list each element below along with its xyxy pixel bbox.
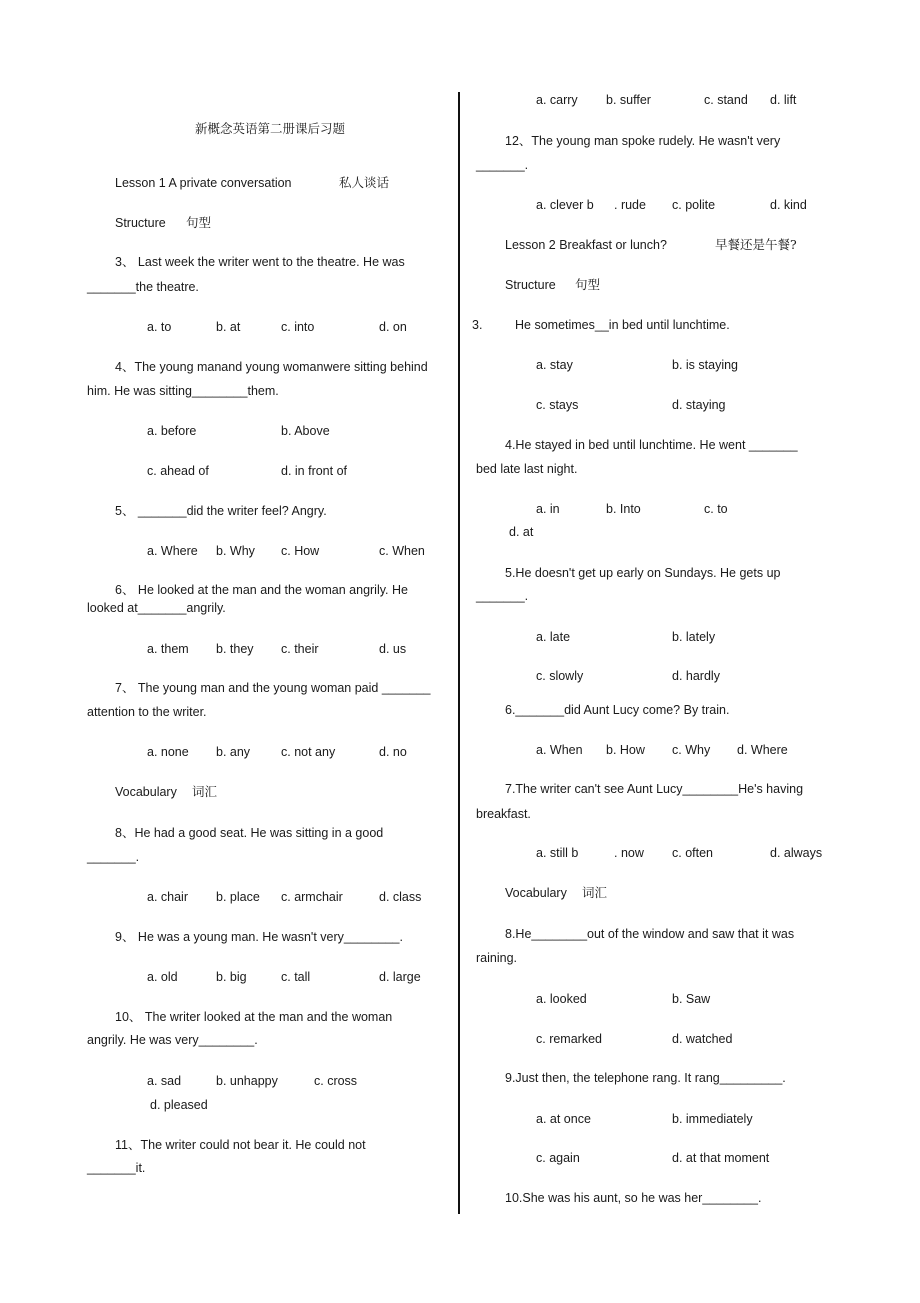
question-text: 7.The writer can't see Aunt Lucy________He's having [505, 782, 804, 796]
option: b. big [216, 970, 247, 984]
option: c. armchair [281, 890, 343, 904]
question-text: 7、 The young man and the young woman paid _______ [115, 681, 431, 695]
option: b. Why [216, 544, 255, 558]
option: b. Saw [672, 992, 711, 1006]
question-text: bed late last night. [476, 462, 578, 476]
option: c. slowly [536, 669, 584, 683]
vocabulary-heading: Vocabulary [505, 886, 567, 900]
question-text: 6._______did Aunt Lucy come? By train. [505, 703, 730, 717]
question-text: 10.She was his aunt, so he was her________. [505, 1191, 762, 1205]
option: c. Why [672, 743, 711, 757]
option: c. When [379, 544, 425, 558]
option: a. in [536, 502, 560, 516]
option: a. sad [147, 1074, 182, 1088]
question-text: 4、The young manand young womanwere sitting behind [115, 360, 428, 374]
option: a. carry [536, 93, 578, 107]
question-text: 12、The young man spoke rudely. He wasn't very [505, 134, 781, 148]
option: c. remarked [536, 1032, 602, 1046]
option: d. in front of [281, 464, 348, 478]
option: a. still b [536, 846, 579, 860]
question-text: 5.He doesn't get up early on Sundays. He gets up [505, 566, 781, 580]
option: b. How [606, 743, 645, 757]
lesson2-title: Lesson 2 Breakfast or lunch? [505, 238, 667, 252]
option: a. to [147, 320, 172, 334]
option: c. tall [281, 970, 311, 984]
question-number: 3. [472, 318, 483, 332]
question-text: 10、 The writer looked at the man and the woman [115, 1010, 393, 1024]
option: a. stay [536, 358, 573, 372]
vocabulary-heading-cn: 词汇 [582, 885, 608, 900]
option: b. immediately [672, 1112, 753, 1126]
lesson1-title-cn: 私人谈话 [339, 175, 390, 190]
option: b. unhappy [216, 1074, 278, 1088]
option: d. lift [770, 93, 797, 107]
option: d. kind [770, 198, 807, 212]
option: c. often [672, 846, 713, 860]
option: b. any [216, 745, 251, 759]
question-text: 11、The writer could not bear it. He could not [115, 1138, 366, 1152]
question-text: breakfast. [476, 807, 531, 821]
question-text: 3、 Last week the writer went to the theatre. He was [115, 255, 405, 269]
option: c. stand [704, 93, 748, 107]
question-text: 8.He________out of the window and saw that it was [505, 927, 795, 941]
option: a. clever b [536, 198, 594, 212]
question-text: him. He was sitting________them. [87, 384, 279, 398]
option: d. us [379, 642, 407, 656]
option: d. staying [672, 398, 726, 412]
question-text: 9、 He was a young man. He wasn't very________. [115, 930, 403, 944]
question-text: 8、He had a good seat. He was sitting in a good [115, 826, 384, 840]
question-text: _______. [476, 158, 529, 172]
option: a. before [147, 424, 197, 438]
option: d. at that moment [672, 1151, 770, 1165]
option: c. their [281, 642, 319, 656]
option: b. Above [281, 424, 330, 438]
option: a. none [147, 745, 189, 759]
option: d. large [379, 970, 421, 984]
option: c. stays [536, 398, 579, 412]
question-text: _______the theatre. [87, 280, 199, 294]
option: d. watched [672, 1032, 733, 1046]
structure-heading: Structure [505, 278, 556, 292]
question-text: 4.He stayed in bed until lunchtime. He went _______ [505, 438, 798, 452]
structure-heading-cn: 句型 [186, 215, 212, 230]
option: a. them [147, 642, 189, 656]
option: b. place [216, 890, 260, 904]
question-text: _______it. [87, 1161, 146, 1175]
column-divider [458, 92, 460, 1214]
option: c. How [281, 544, 320, 558]
question-text: looked at_______angrily. [87, 601, 226, 615]
question-text: 6、 He looked at the man and the woman angrily. He [115, 583, 408, 597]
page-title: 新概念英语第二册课后习题 [195, 121, 346, 136]
vocabulary-heading-cn: 词汇 [192, 784, 218, 799]
question-text: 5、 _______did the writer feel? Angry. [115, 504, 327, 518]
option: a. at once [536, 1112, 591, 1126]
option: c. not any [281, 745, 336, 759]
option: a. late [536, 630, 571, 644]
option: c. polite [672, 198, 716, 212]
option: b. is staying [672, 358, 739, 372]
question-text: He sometimes__in bed until lunchtime. [515, 318, 730, 332]
vocabulary-heading: Vocabulary [115, 785, 177, 799]
option: c. ahead of [147, 464, 209, 478]
option: a. chair [147, 890, 188, 904]
option: d. pleased [150, 1098, 208, 1112]
option: d. Where [737, 743, 788, 757]
option: . now [614, 846, 644, 860]
structure-heading-cn: 句型 [575, 277, 601, 292]
option: d. class [379, 890, 422, 904]
option: a. old [147, 970, 178, 984]
option: d. on [379, 320, 407, 334]
option: a. looked [536, 992, 587, 1006]
lesson2-title-cn: 早餐还是午餐? [715, 237, 797, 252]
question-text: attention to the writer. [87, 705, 207, 719]
question-text: 9.Just then, the telephone rang. It rang_________. [505, 1071, 786, 1085]
option: c. cross [314, 1074, 358, 1088]
option: d. always [770, 846, 823, 860]
question-text: _______. [476, 589, 529, 603]
option: b. Into [606, 502, 641, 516]
option: d. hardly [672, 669, 720, 683]
option: c. to [704, 502, 728, 516]
option: b. they [216, 642, 254, 656]
structure-heading: Structure [115, 216, 166, 230]
option: d. no [379, 745, 407, 759]
question-text: raining. [476, 951, 517, 965]
option: d. at [509, 525, 534, 539]
option: a. When [536, 743, 583, 757]
question-text: angrily. He was very________. [87, 1033, 258, 1047]
question-text: _______. [87, 850, 140, 864]
option: b. lately [672, 630, 716, 644]
option: b. suffer [606, 93, 651, 107]
option: . rude [614, 198, 646, 212]
lesson1-title: Lesson 1 A private conversation [115, 176, 292, 190]
option: c. into [281, 320, 315, 334]
option: c. again [536, 1151, 580, 1165]
option: b. at [216, 320, 241, 334]
option: a. Where [147, 544, 198, 558]
